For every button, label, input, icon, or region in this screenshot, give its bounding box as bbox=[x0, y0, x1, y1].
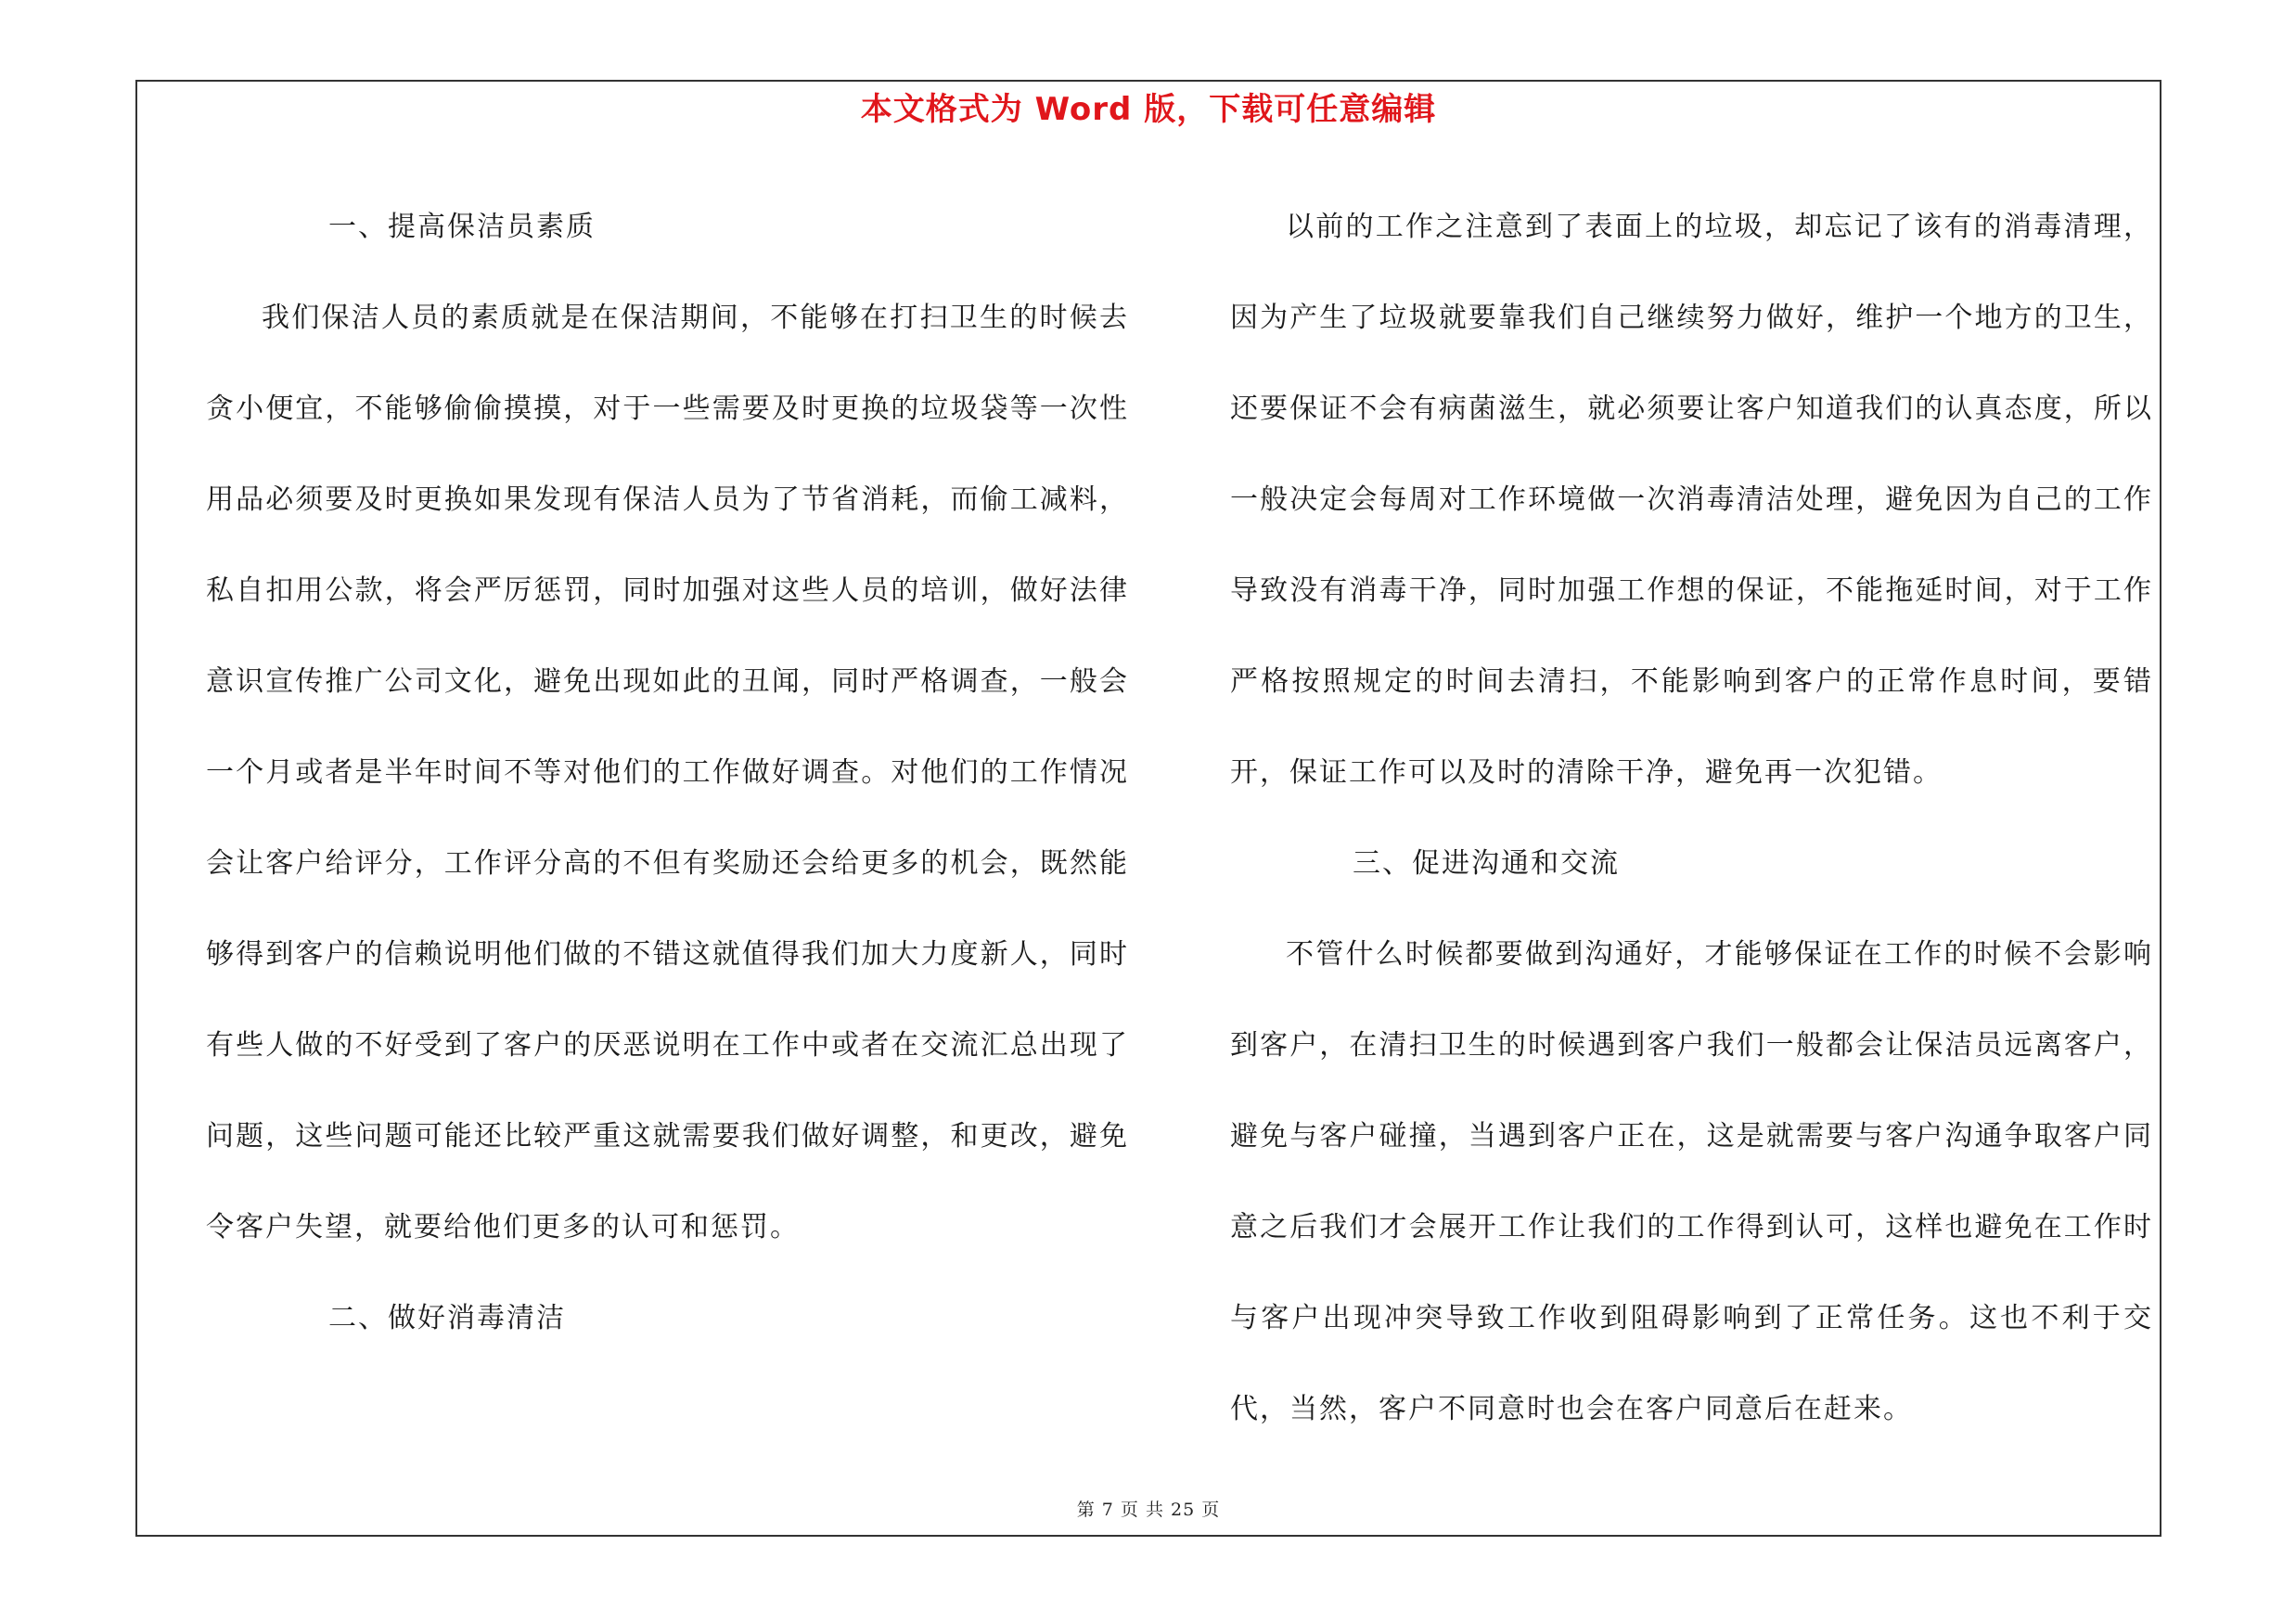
paragraph-2: 以前的工作之注意到了表面上的垃圾，却忘记了该有的消毒清理，因为产生了垃圾就要靠我们自己继续努力做好，维护一个地方的卫生，还要保证不会有病菌滋生，就必须要让客户知道我们的认真态度，所以一般决定会每周对工作环境做一次消毒清洁处理，避免因为自己的工作导致没有消毒干净，同时加强工作想的保证，不能拖延时间，对于工作严格按照规定的时间去清扫，不能影响到客户的正常作息时间，要错开，保证工作可以及时的清除干净，避免再一次犯错。 bbox=[1230, 211, 2153, 789]
page-number-footer: 第 7 页 共 25 页 bbox=[1076, 1500, 1221, 1520]
section-heading-2: 二、做好消毒清洁 bbox=[328, 1302, 566, 1334]
paragraph-3: 不管什么时候都要做到沟通好，才能够保证在工作的时候不会影响到客户，在清扫卫生的时候遇到客户我们一般都会让保洁员远离客户，避免与客户碰撞，当遇到客户正在，这是就需要与客户沟通争取客户同意之后我们才会展开工作让我们的工作得到认可，这样也避免在工作时与客户出现冲突导致工作收到阻碍影响到了正常任务。这也不利于交代，当然，客户不同意时也会在客户同意后在赶来。 bbox=[1230, 938, 2153, 1425]
left-column bbox=[206, 182, 1129, 1364]
section-heading-3: 三、促进沟通和交流 bbox=[1353, 847, 1620, 880]
paragraph-1: 我们保洁人员的素质就是在保洁期间，不能够在打扫卫生的时候去贪小便宜，不能够偷偷摸摸，对于一些需要及时更换的垃圾袋等一次性用品必须要及时更换如果发现有保洁人员为了节省消耗，而偷工减料，私自扣用公款，将会严厉惩罚，同时加强对这些人员的培训，做好法律意识宣传推广公司文化，避免出现如此的丑闻，同时严格调查，一般会一个月或者是半年时间不等对他们的工作做好调查。对他们的工作情况会让客户给评分，工作评分高的不但有奖励还会给更多的机会，既然能够得到客户的信赖说明他们做的不错这就值得我们加大力度新人，同时有些人做的不好受到了客户的厌恶说明在工作中或者在交流汇总出现了问题，这些问题可能还比较严重这就需要我们做好调整，和更改，避免令客户失望，就要给他们更多的认可和惩罚。 bbox=[206, 302, 1129, 1243]
section-heading-1: 一、提高保洁员素质 bbox=[328, 211, 596, 243]
right-column bbox=[1230, 182, 2153, 1455]
word-format-banner: 本文格式为 Word 版，下载可任意编辑 bbox=[860, 91, 1437, 128]
